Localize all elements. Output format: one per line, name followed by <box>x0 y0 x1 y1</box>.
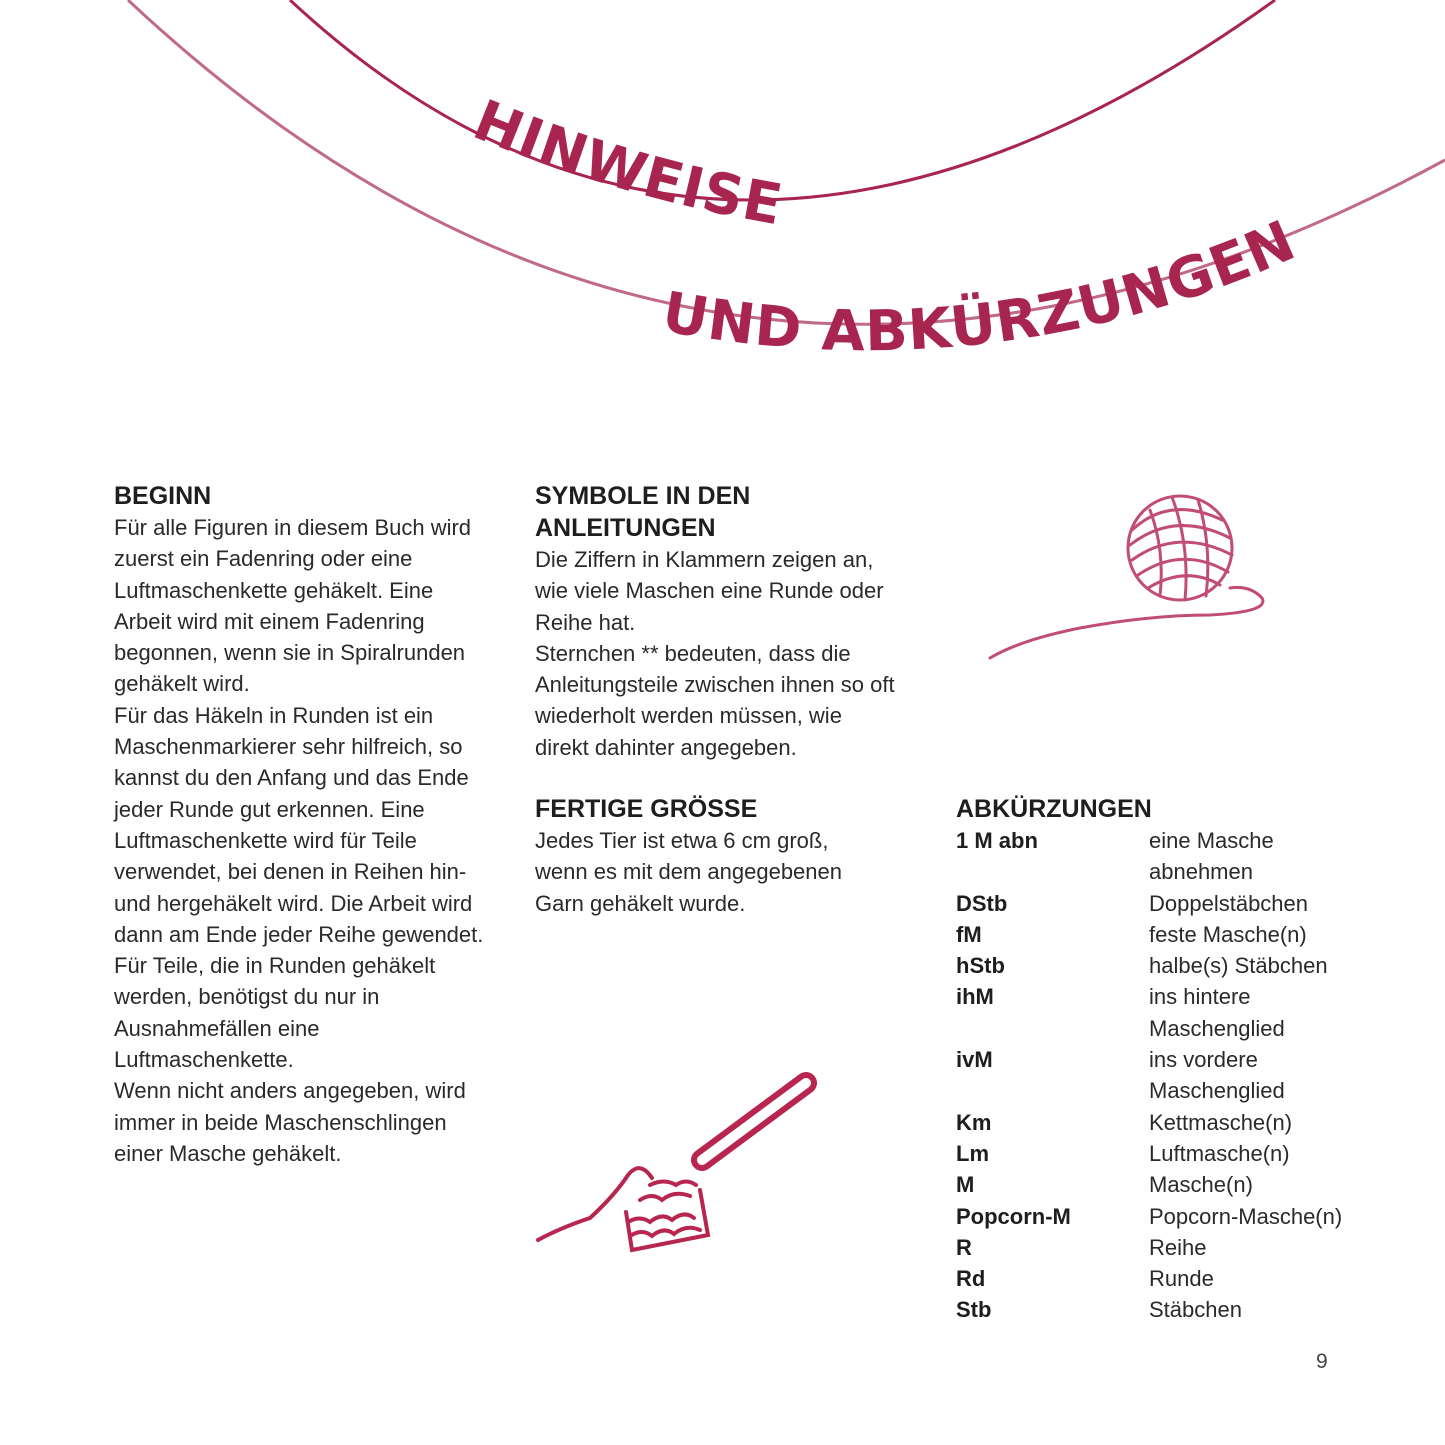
beginn-paragraph: Wenn nicht anders angegeben, wird immer in beide Maschenschlingen einer Masche gehäkelt. <box>114 1078 466 1166</box>
abbreviation-meaning: feste Masche(n) <box>1149 921 1307 947</box>
table-row <box>956 981 1349 1044</box>
abbreviation-meaning: Popcorn-Masche(n) <box>1149 1203 1343 1229</box>
abbreviation-meaning: halbe(s) Stäbchen <box>1149 953 1328 979</box>
abbreviation: R <box>956 1234 972 1260</box>
table-row <box>956 1107 1349 1138</box>
beginn-paragraph: Für das Häkeln in Runden ist ein Maschenmarkierer sehr hilfreich, so kannst du den Anfang und das Ende jeder Runde gut erkennen. Eine Luftmaschenkette wird für Teile verwendet, bei denen in Reihen hin- und hergehäkelt wird. Die Arbeit wird dann am Ende jeder Reihe gewendet. Für Teile, die in Runden gehäkelt werden, benötigst du nur in Ausnahmefällen eine Luftmaschenkette. <box>114 702 484 1073</box>
table-row <box>956 1138 1349 1169</box>
abbreviation-meaning: Doppelstäbchen <box>1149 890 1309 916</box>
groesse-paragraph: Jedes Tier ist etwa 6 cm groß, wenn es mit dem angegebenen Garn gehäkelt wurde. <box>535 828 842 916</box>
abbreviation: hStb <box>956 953 1005 979</box>
abbreviation: Lm <box>956 1140 989 1166</box>
abbreviation-meaning: Luftmasche(n) <box>1149 1140 1290 1166</box>
ring-arc-inner <box>290 0 1275 200</box>
table-row <box>956 1044 1349 1107</box>
symbole-paragraph: Sternchen ** bedeuten, dass die Anleitungsteile zwischen ihnen so oft wiederholt werden müssen, wie direkt dahinter angegeben. <box>535 640 895 760</box>
table-row <box>956 1263 1349 1294</box>
abbreviation: Popcorn-M <box>956 1203 1071 1229</box>
abbreviation-meaning: ins hintere Maschenglied <box>1149 984 1285 1041</box>
heading-symbole: SYMBOLE IN DEN ANLEITUNGEN <box>535 482 751 542</box>
table-row <box>956 919 1349 950</box>
table-row <box>956 1294 1349 1325</box>
abbreviation: DStb <box>956 890 1008 916</box>
beginn-paragraph: Für alle Figuren in diesem Buch wird zuerst ein Fadenring oder eine Luftmaschenkette gehäkelt. Eine Arbeit wird mit einem Fadenring begonnen, wenn sie in Spiralrunden gehäkelt wird. <box>114 515 472 697</box>
abbreviation: Km <box>956 1109 992 1135</box>
abbreviation-meaning: eine Masche abnehmen <box>1149 828 1274 885</box>
abbreviation: Stb <box>956 1297 992 1323</box>
abbreviation-meaning: Reihe <box>1149 1234 1207 1260</box>
crochet-hook-illustration <box>538 1083 806 1250</box>
abbreviation: ihM <box>956 984 994 1010</box>
abbreviation-meaning: Stäbchen <box>1149 1297 1242 1323</box>
section-abkuerzungen <box>956 793 1356 1326</box>
abbreviation: ivM <box>956 1047 993 1073</box>
section-beginn <box>114 480 494 1169</box>
abbreviation-meaning: Kettmasche(n) <box>1149 1109 1293 1135</box>
heading-beginn: BEGINN <box>114 482 212 510</box>
symbole-paragraph: Die Ziffern in Klammern zeigen an, wie viele Maschen eine Runde oder Reihe hat. <box>535 547 884 635</box>
table-row <box>956 1201 1349 1232</box>
table-row <box>956 1232 1349 1263</box>
abbreviation: fM <box>956 921 982 947</box>
table-row <box>956 1169 1349 1200</box>
abbreviation-meaning: ins vordere Maschenglied <box>1149 1047 1285 1104</box>
table-row <box>956 950 1349 981</box>
table-row <box>956 888 1349 919</box>
yarn-ball-illustration <box>990 496 1263 658</box>
abbreviation: Rd <box>956 1266 986 1292</box>
table-row <box>956 825 1349 888</box>
abbreviation-meaning: Runde <box>1149 1266 1214 1292</box>
abbreviation-meaning: Masche(n) <box>1149 1172 1253 1198</box>
heading-fertige-groesse: FERTIGE GRÖSSE <box>535 795 758 823</box>
abbreviation: M <box>956 1172 975 1198</box>
abbreviation: 1 M abn <box>956 828 1038 853</box>
title-line-1: HINWEISE <box>464 87 788 239</box>
page-number: 9 <box>1316 1350 1328 1373</box>
abbreviation-table <box>956 825 1349 1326</box>
title-line-2: UND ABKÜRZUNGEN <box>657 208 1306 365</box>
heading-abkuerzungen: ABKÜRZUNGEN <box>956 795 1152 823</box>
section-fertige-groesse <box>535 793 915 919</box>
section-symbole <box>535 480 915 763</box>
